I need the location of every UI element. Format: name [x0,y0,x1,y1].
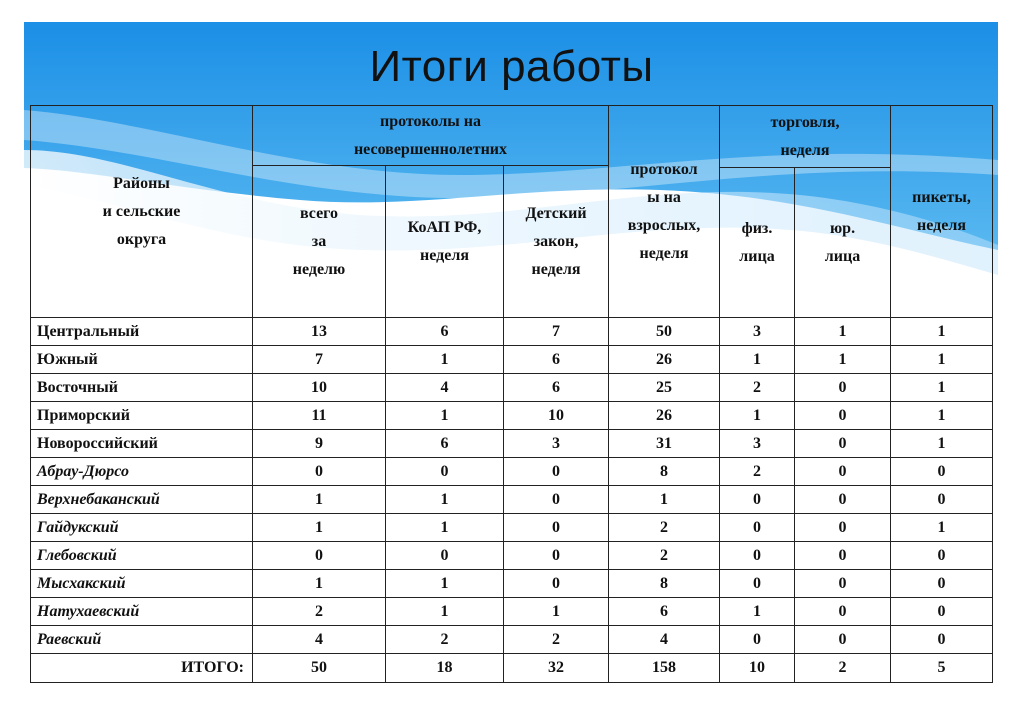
table-cell: 0 [504,514,609,542]
table-cell: 2 [386,626,504,654]
header-phys: физ. лица [720,168,795,318]
header-child-law: Детский закон, неделя [504,166,609,318]
table-cell: 3 [504,430,609,458]
district-name: Центральный [31,318,253,346]
table-cell: 0 [795,570,891,598]
table-cell: 1 [795,346,891,374]
table-cell: 2 [609,514,720,542]
table-cell: 0 [891,598,993,626]
table-cell: 6 [504,346,609,374]
header-districts: Районы и сельские округа [31,106,253,318]
table-cell: 0 [795,598,891,626]
table-cell: 0 [720,626,795,654]
table-cell: 0 [795,430,891,458]
table-cell: 10 [253,374,386,402]
table-cell: 1 [253,570,386,598]
table-cell: 1 [386,402,504,430]
total-row [31,654,993,683]
header-pickets: пикеты, неделя [891,106,993,318]
table-cell: 50 [609,318,720,346]
table-cell: 1 [386,514,504,542]
table-cell: 26 [609,346,720,374]
table-row [31,318,993,346]
table-row [31,542,993,570]
table-row [31,570,993,598]
table-cell: 4 [609,626,720,654]
header-trade-group: торговля, неделя [720,106,891,168]
table-cell: 2 [253,598,386,626]
total-cell: 5 [891,654,993,683]
table-cell: 2 [720,374,795,402]
table-cell: 1 [891,402,993,430]
table-cell: 0 [504,458,609,486]
district-name: Верхнебаканский [31,486,253,514]
table-cell: 6 [504,374,609,402]
table-row [31,626,993,654]
table-cell: 1 [386,598,504,626]
table-cell: 25 [609,374,720,402]
table-cell: 1 [720,598,795,626]
district-name: Глебовский [31,542,253,570]
table-cell: 0 [795,402,891,430]
table-row [31,458,993,486]
header-minors-group: протоколы на несовершеннолетних [253,106,609,166]
table-cell: 7 [253,346,386,374]
table-cell: 31 [609,430,720,458]
table-cell: 13 [253,318,386,346]
table-cell: 0 [504,570,609,598]
district-name: Приморский [31,402,253,430]
header-koap: КоАП РФ, неделя [386,166,504,318]
table-row [31,514,993,542]
page-title: Итоги работы [369,42,654,91]
table-row [31,486,993,514]
table-cell: 0 [891,570,993,598]
header-adults: протокол ы на взрослых, неделя [609,106,720,318]
table-cell: 0 [795,514,891,542]
table-cell: 1 [386,486,504,514]
table-cell: 0 [795,542,891,570]
table-cell: 0 [891,542,993,570]
table-cell: 1 [891,514,993,542]
table-cell: 1 [891,430,993,458]
header-jur: юр. лица [795,168,891,318]
district-name: Южный [31,346,253,374]
district-name: Мысхакский [31,570,253,598]
table-cell: 2 [609,542,720,570]
table-cell: 0 [891,458,993,486]
table-cell: 0 [891,486,993,514]
district-name: Восточный [31,374,253,402]
table-cell: 26 [609,402,720,430]
table-cell: 0 [720,514,795,542]
table-cell: 0 [253,458,386,486]
table-cell: 0 [253,542,386,570]
total-cell: 2 [795,654,891,683]
total-cell: 10 [720,654,795,683]
table-row [31,598,993,626]
table-row [31,430,993,458]
table-cell: 0 [720,486,795,514]
table-cell: 1 [891,318,993,346]
table-cell: 8 [609,570,720,598]
table-row [31,374,993,402]
table-cell: 0 [504,486,609,514]
table-cell: 2 [504,626,609,654]
district-name: Раевский [31,626,253,654]
table-cell: 8 [609,458,720,486]
table-cell: 1 [253,486,386,514]
table-cell: 3 [720,430,795,458]
district-name: Гайдукский [31,514,253,542]
table-cell: 1 [891,374,993,402]
table-cell: 3 [720,318,795,346]
table-cell: 1 [609,486,720,514]
total-cell: 50 [253,654,386,683]
table-cell: 1 [720,346,795,374]
results-table [30,105,993,683]
table-cell: 0 [386,458,504,486]
table-cell: 1 [795,318,891,346]
table-cell: 1 [504,598,609,626]
header-total-week: всего за неделю [253,166,386,318]
table-cell: 2 [720,458,795,486]
total-label: ИТОГО: [31,654,253,683]
table-cell: 1 [386,570,504,598]
table-cell: 6 [386,430,504,458]
total-cell: 158 [609,654,720,683]
district-name: Абрау-Дюрсо [31,458,253,486]
table-cell: 0 [795,486,891,514]
table-cell: 11 [253,402,386,430]
table-cell: 0 [795,626,891,654]
table-row [31,402,993,430]
table-cell: 10 [504,402,609,430]
table-cell: 0 [386,542,504,570]
table-cell: 0 [504,542,609,570]
table-cell: 0 [795,458,891,486]
table-cell: 7 [504,318,609,346]
table-cell: 1 [386,346,504,374]
table-cell: 1 [891,346,993,374]
district-name: Натухаевский [31,598,253,626]
table-row [31,346,993,374]
table-cell: 4 [253,626,386,654]
table-cell: 9 [253,430,386,458]
table-cell: 6 [386,318,504,346]
table-cell: 0 [795,374,891,402]
table-cell: 0 [720,542,795,570]
table-cell: 1 [720,402,795,430]
table-cell: 6 [609,598,720,626]
total-cell: 32 [504,654,609,683]
table-cell: 4 [386,374,504,402]
table-cell: 0 [720,570,795,598]
total-cell: 18 [386,654,504,683]
table-cell: 1 [253,514,386,542]
table-cell: 0 [891,626,993,654]
district-name: Новороссийский [31,430,253,458]
